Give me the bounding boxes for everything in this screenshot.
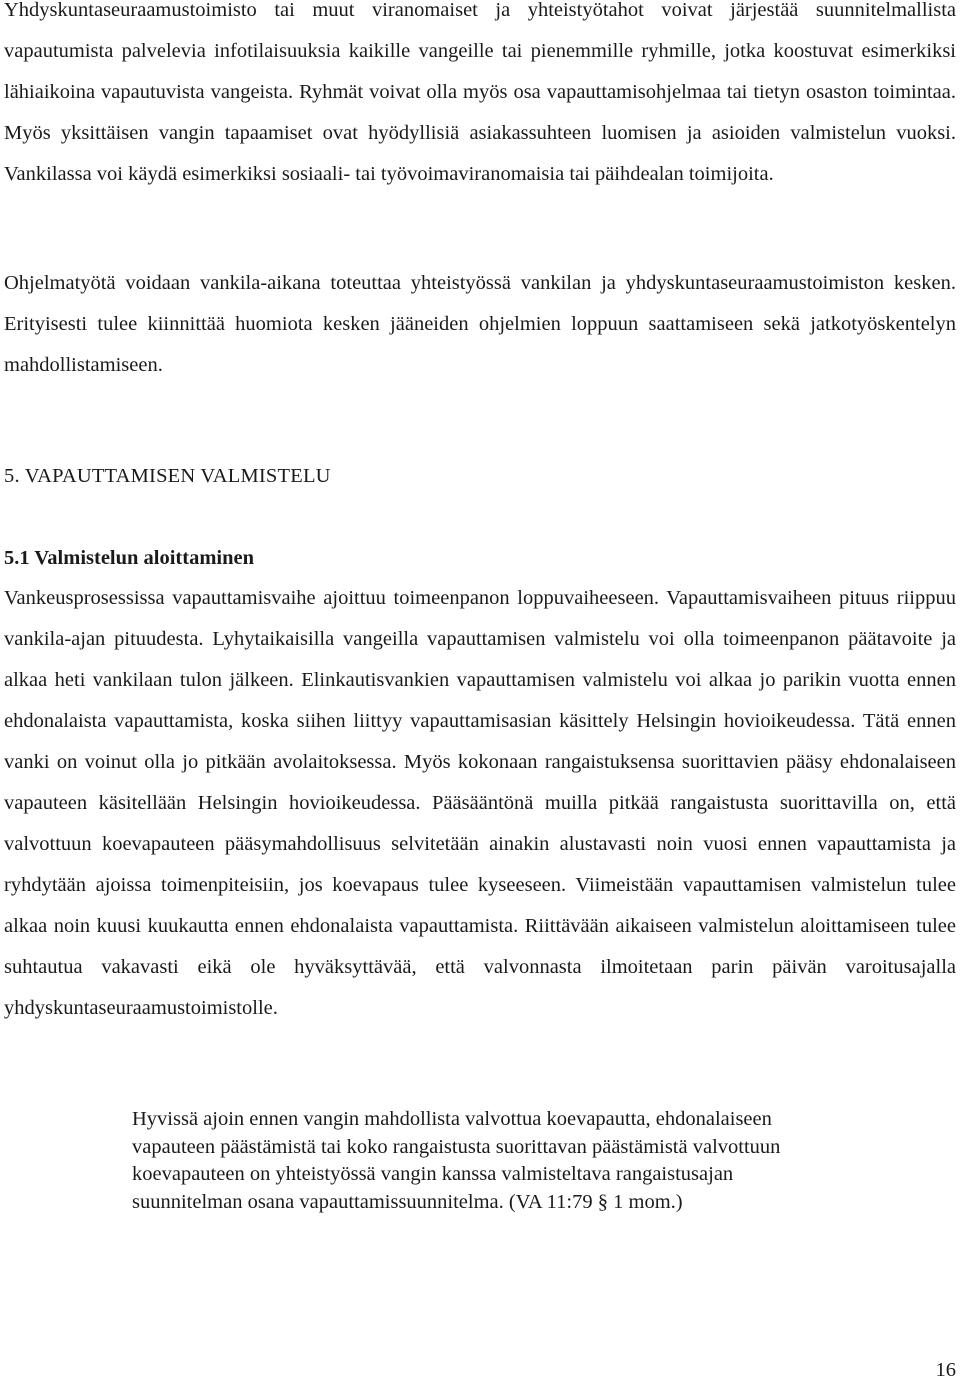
- body-paragraph-infotilaisuudet: Yhdyskuntaseuraamustoimisto tai muut viranomaiset ja yhteistyötahot voivat järjestää suunnitelmallista vapautumista palvelevia infotilaisuuksia kaikille vangeille tai pienemmille ryhmille, jotka koostuvat esimerkiksi lähiaikoina vapautuvista vangeista. Ryhmät voivat olla myös osa vapauttamisohjelmaa tai tietyn osaston toimintaa. Myös yksittäisen vangin tapaamiset ovat hyödyllisiä asiakassuhteen luomisen ja asioiden valmistelun vuoksi. Vankilassa voi käydä esimerkiksi sosiaali- tai työvoimaviranomaisia tai päihdealan toimijoita.: [4, 0, 956, 185]
- body-paragraph-valmistelu: Vankeusprosessissa vapauttamisvaihe ajoittuu toimeenpanon loppuvaiheeseen. Vapauttamisvaiheen pituus riippuu vankila-ajan pituudesta. Lyhytaikaisilla vangeilla vapauttamisen valmistelu voi olla toimeenpanon päätavoite ja alkaa heti vankilaan tulon jälkeen. Elinkautisvankien vapauttamisen valmistelu voi alkaa jo parikin vuotta ennen ehdonalaista vapauttamista, koska siihen liittyy vapauttamisasian käsittely Helsingin hovioikeudessa. Tätä ennen vanki on voinut olla jo pitkään avolaitoksessa. Myös kokonaan rangaistuksensa suorittavien pääsy ehdonalaiseen vapauteen käsitellään Helsingin hovioikeudessa. Pääsääntönä muilla pitkää rangaistusta suorittavilla on, että valvottuun koevapauteen pääsymahdollisuus selvitetään ainakin alustavasti noin vuosi ennen vapauttamista ja ryhdytään ajoissa toimenpiteisiin, jos koevapaus tulee kyseeseen. Viimeistään vapauttamisen valmistelun tulee alkaa noin kuusi kuukautta ennen ehdonalaista vapauttamista. Riittävään aikaiseen valmistelun aloittamiseen tulee suhtautua vakavasti eikä ole hyväksyttävää, että valvonnasta ilmoitetaan parin päivän varoitusajalla yhdyskuntaseuraamustoimistolle.: [4, 587, 956, 1019]
- legal-quote-block: [132, 1106, 892, 1216]
- section-heading: 5. VAPAUTTAMISEN VALMISTELU: [4, 465, 331, 487]
- page-number: 16: [935, 1359, 956, 1381]
- quote-line: vapauteen päästämistä tai koko rangaistusta suorittavan päästämistä valvottuun: [132, 1135, 781, 1158]
- body-paragraph-ohjelmatyo: Ohjelmatyötä voidaan vankila-aikana toteuttaa yhteistyössä vankilan ja yhdyskuntaseuraamustoimiston kesken. Erityisesti tulee kiinnittää huomiota kesken jääneiden ohjelmien loppuun saattamiseen sekä jatkotyöskentelyn mahdollistamiseen.: [4, 272, 956, 376]
- quote-line: Hyvissä ajoin ennen vangin mahdollista valvottua koevapautta, ehdonalaiseen: [132, 1108, 772, 1130]
- subsection-heading: 5.1 Valmistelun aloittaminen: [4, 547, 255, 569]
- quote-line: koevapauteen on yhteistyössä vangin kanssa valmisteltava rangaistusajan: [132, 1163, 734, 1185]
- quote-line: suunnitelman osana vapauttamissuunnitelma. (VA 11:79 § 1 mom.): [132, 1190, 683, 1213]
